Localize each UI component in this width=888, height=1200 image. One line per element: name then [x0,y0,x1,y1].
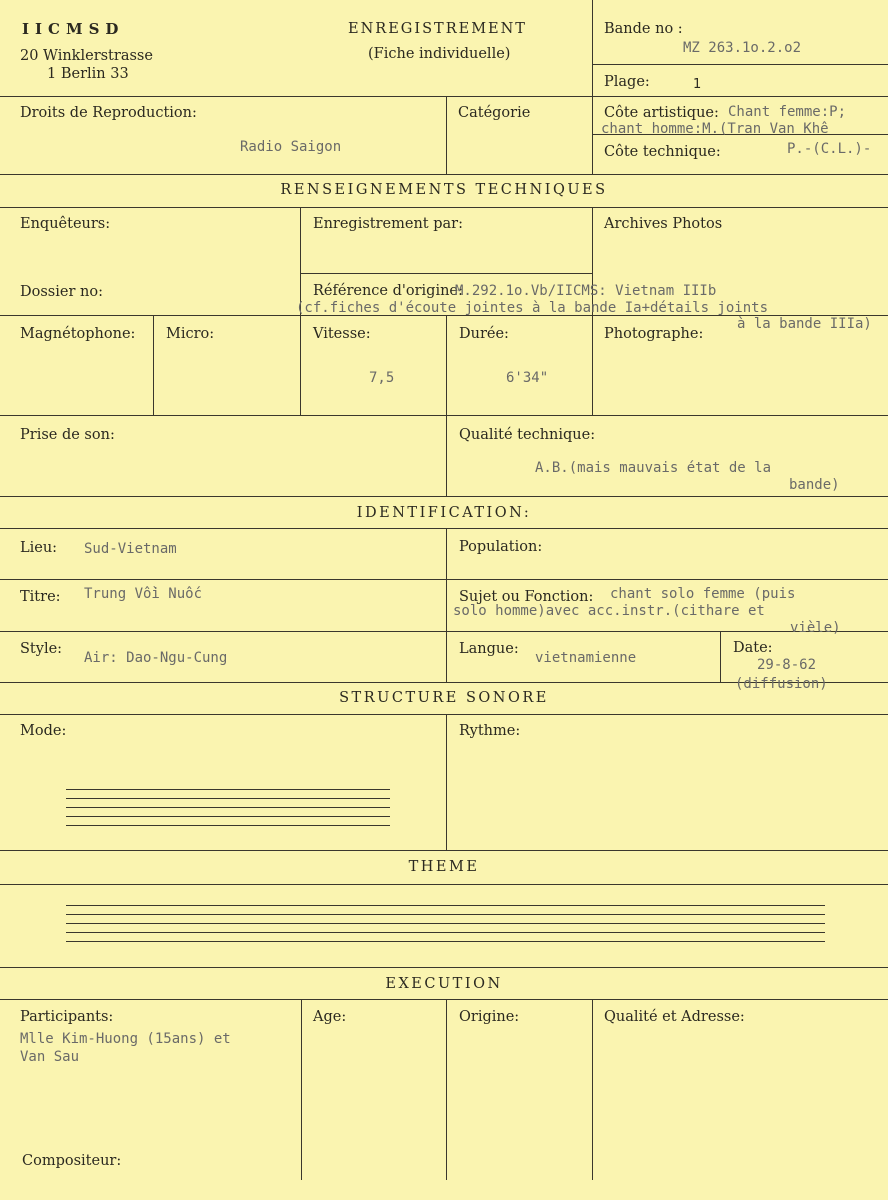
rule [0,967,888,968]
rule [0,631,888,632]
rule [301,999,302,1180]
staff-line [66,789,390,790]
rule [0,850,888,851]
staff-line [66,941,825,942]
rule [446,415,447,496]
photographe-label: Photographe: [604,326,704,342]
micro-label: Micro: [166,326,215,342]
sujet-value: chant solo femme (puis [610,586,796,602]
staff-line [66,807,390,808]
rythme-label: Rythme: [459,723,521,739]
dossier-label: Dossier no: [20,284,103,300]
plage-value: 1 [693,77,702,92]
droits-label: Droits de Reproduction: [20,105,197,121]
sujet-value: vièle) [790,620,841,636]
date-label: Date: [733,640,773,656]
section-title: THEME [408,859,480,875]
participants-value: Van Sau [20,1049,80,1065]
date-value: 29-8-62 [757,657,817,673]
qualite-technique-label: Qualité technique: [459,427,596,443]
bande-value: MZ 263.1o.2.o2 [683,40,802,56]
reference-label: Référence d'origine: [313,283,463,299]
rule [300,273,592,274]
address-line: 20 Winklerstrasse [20,48,153,64]
style-label: Style: [20,641,63,657]
rule [0,415,888,416]
rule [446,96,447,174]
reference-note: (cf.fiches d'écoute jointes à la bande Ia+détails joints [296,300,769,316]
staff-line [66,932,825,933]
participants-value: Mlle Kim-Huong (15ans) et [20,1031,231,1047]
archives-photos-label: Archives Photos [604,216,723,232]
qualite-technique-value: bande) [789,477,840,493]
style-value: Air: Dao-Ngu-Cung [84,650,228,666]
reference-value: M.292.1o.Vb/IICMS: Vietnam IIIb [455,283,717,299]
compositeur-label: Compositeur: [22,1153,122,1169]
rule [0,96,888,97]
langue-label: Langue: [459,641,519,657]
cote-technique-label: Côte technique: [604,144,721,160]
rule [0,496,888,497]
cote-artistique-label: Côte artistique: [604,105,719,121]
staff-line [66,923,825,924]
rule [592,64,888,65]
origine-label: Origine: [459,1009,520,1025]
cote-technique-value: P.-(C.L.)- [787,141,872,157]
cote-artistique-value: Chant femme:P; [728,104,847,120]
staff-line [66,816,390,817]
duree-label: Durée: [459,326,509,342]
droits-value: Radio Saigon [240,139,342,155]
categorie-label: Catégorie [458,105,531,121]
reference-note: à la bande IIIa) [737,316,872,332]
section-title: EXECUTION [385,976,503,992]
address-line: 1 Berlin 33 [47,66,129,82]
mode-label: Mode: [20,723,67,739]
form-subtitle: (Fiche individuelle) [368,46,511,62]
rule [446,528,447,682]
rule [153,315,154,415]
institute-logo: IICMSD [22,20,125,38]
sujet-label: Sujet ou Fonction: [459,589,594,605]
participants-label: Participants: [20,1009,114,1025]
titre-value: Trung Vồi Nuốc [84,586,203,602]
rule [0,999,888,1000]
section-title: IDENTIFICATION: [356,505,532,521]
section-title: STRUCTURE SONORE [339,690,549,706]
lieu-value: Sud-Vietnam [84,541,177,557]
rule [0,528,888,529]
rule [0,174,888,175]
staff-line [66,914,825,915]
rule [0,207,888,208]
rule [446,999,447,1180]
staff-line [66,905,825,906]
sujet-value: solo homme)avec acc.instr.(cithare et [453,603,765,619]
qualite-technique-value: A.B.(mais mauvais état de la [535,460,772,476]
population-label: Population: [459,539,543,555]
qualite-adresse-label: Qualité et Adresse: [604,1009,745,1025]
magnetophone-label: Magnétophone: [20,326,136,342]
date-note: (diffusion) [735,676,828,692]
staff-line [66,798,390,799]
rule [0,579,888,580]
form-title: ENREGISTREMENT [348,21,527,37]
prise-de-son-label: Prise de son: [20,427,115,443]
vitesse-label: Vitesse: [313,326,371,342]
staff-line [66,825,390,826]
lieu-label: Lieu: [20,540,58,556]
langue-value: vietnamienne [535,650,637,666]
vitesse-value: 7,5 [369,370,395,386]
plage-label: Plage: [604,74,650,90]
rule [0,884,888,885]
enregistrement-par-label: Enregistrement par: [313,216,463,232]
rule [446,714,447,850]
bande-label: Bande no : [604,21,683,37]
enqueteurs-label: Enquêteurs: [20,216,111,232]
rule [720,631,721,682]
section-title: RENSEIGNEMENTS TECHNIQUES [280,182,608,198]
titre-label: Titre: [20,589,61,605]
age-label: Age: [313,1009,347,1025]
rule [0,714,888,715]
rule [592,999,593,1180]
duree-value: 6'34" [506,370,549,386]
cote-artistique-value: chant homme:M.(Tran Van Khê [601,121,829,137]
rule [592,0,593,174]
rule [446,315,447,415]
